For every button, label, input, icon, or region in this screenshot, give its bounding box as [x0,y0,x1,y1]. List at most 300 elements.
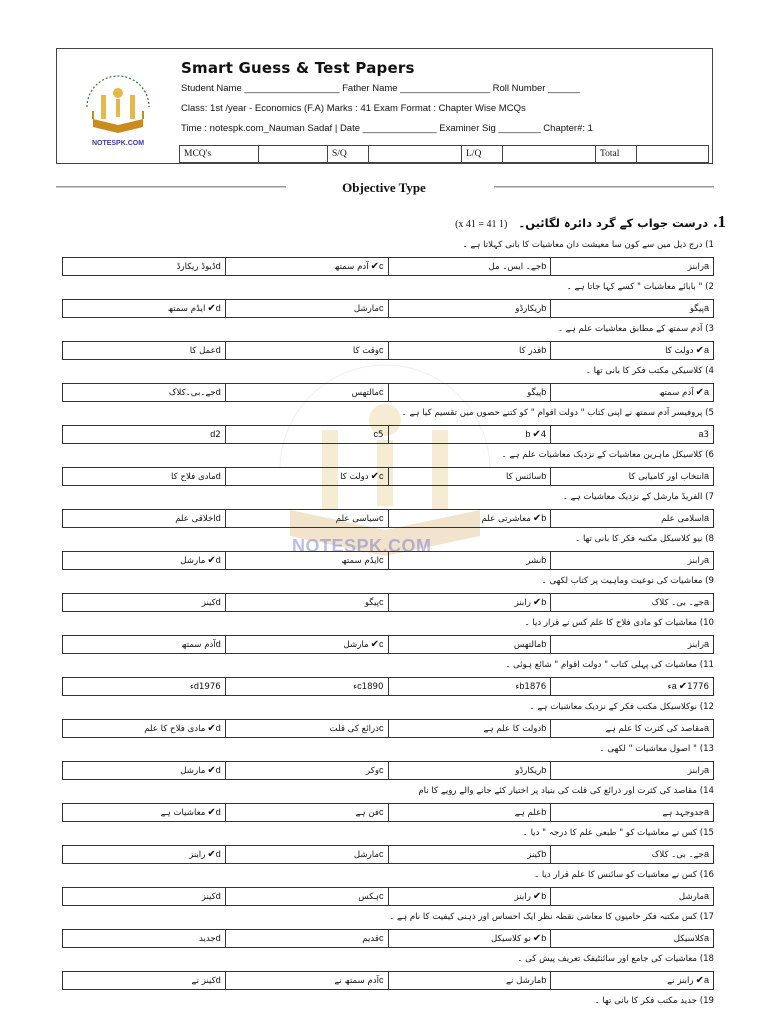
option-a[interactable] [551,762,714,780]
option-b[interactable] [388,510,551,528]
option-d[interactable] [63,846,226,864]
option-letter: c [379,765,384,775]
question-item [62,994,714,1036]
correct-check-icon: ✔ [207,849,216,860]
option-letter: a [703,639,709,649]
option-a[interactable] [551,972,714,990]
option-letter: a [703,849,709,859]
option-text: کلاسیکل [673,934,704,944]
option-letter: d [215,471,221,481]
question-item [62,742,714,784]
question-text: 6) کلاسیکل ماہرین معاشیات کے نزدیک معاشیات علم ہے ۔ [501,450,714,460]
options-row [62,929,714,948]
time-info-line: Time : notespk.com_Nauman Sadaf | Date ______________ Examiner Sig ________ Chapter#: 1 [181,123,593,134]
option-c[interactable] [225,972,388,990]
option-d[interactable] [63,762,226,780]
option-d[interactable] [63,510,226,528]
option-b[interactable] [388,342,551,360]
option-letter: b [541,975,547,985]
option-text: عمل کا [189,346,216,356]
option-text: رابنز نے [667,976,694,986]
option-d[interactable] [63,552,226,570]
option-letter: b [519,681,525,691]
question-text: 9) معاشیات کی نوعیت وماہیت پر کتاب لکھی ۔ [541,576,714,586]
option-d[interactable] [63,972,226,990]
option-text: رابنز [514,892,531,902]
option-c[interactable] [225,594,388,612]
option-b[interactable] [388,930,551,948]
option-text: ایڈم سمتھ [167,304,206,314]
option-text: کینز [527,850,542,860]
option-letter: a [703,891,709,901]
question-item [62,406,714,448]
option-c[interactable] [225,258,388,276]
correct-check-icon: ✔ [695,387,704,398]
options-row [62,551,714,570]
option-d[interactable] [63,300,226,318]
option-letter: a [703,387,709,397]
option-letter: b [541,891,547,901]
option-d[interactable] [63,930,226,948]
option-b[interactable] [388,846,551,864]
option-d[interactable] [63,342,226,360]
option-a[interactable] [551,342,714,360]
option-letter: a [703,807,709,817]
question-text: 12) نوکلاسیکل مکتب فکر کے نزدیک معاشیات ہے ۔ [529,702,714,712]
option-text: جے۔ بی۔ کلاک [651,850,704,860]
option-letter: c [373,429,379,439]
option-a[interactable] [551,258,714,276]
question-item [62,658,714,700]
question-text: 8) نیو کلاسیکل مکتبہ فکر کا بانی تھا ۔ [575,534,714,544]
option-text: قدر کا [519,346,542,356]
options-row [62,341,714,360]
paper-header [56,48,713,164]
option-text: مادی فلاح کا علم [144,724,206,734]
score-label-mcq: MCQ's [180,146,259,163]
question-item [62,616,714,658]
option-text: نشر [526,556,542,566]
option-d[interactable] [63,426,226,444]
option-text: جے۔بی۔کلاک [168,388,216,398]
section-number: 1. [713,212,726,231]
option-c[interactable] [225,930,388,948]
option-a[interactable] [551,594,714,612]
question-text: 18) معاشیات کی جامع اور سائنٹیفک تعریف پیش کی ۔ [517,954,714,964]
option-d[interactable] [63,258,226,276]
question-item [62,364,714,406]
option-text: دولت کا علم ہے [483,724,542,734]
option-letter: d [215,597,221,607]
option-text: ریکارڈو [515,304,542,314]
watermark-site: NOTESPK.COM [292,536,432,556]
option-letter: b [541,933,547,943]
option-text: سائنس کا [506,472,542,482]
option-letter: b [541,345,547,355]
option-text: 1976ء [189,682,221,692]
question-text: 7) الفریڈ مارشل کے نزدیک معاشیات ہے ۔ [562,492,714,502]
option-letter: d [215,513,221,523]
option-c[interactable] [225,762,388,780]
option-b[interactable] [388,552,551,570]
option-c[interactable] [225,468,388,486]
score-box-mcq [259,146,328,163]
option-text: پیگو [527,388,542,398]
option-text: آدم سمتھ [334,262,369,272]
option-text: آدم سمتھ [181,640,216,650]
question-item [62,322,714,364]
option-d[interactable] [63,594,226,612]
option-text: ڈیوڈ ریکارڈ [176,262,216,272]
option-b[interactable] [388,720,551,738]
option-letter: c [379,555,384,565]
option-letter: b [541,261,547,271]
correct-check-icon: ✔ [207,303,216,314]
option-letter: b [541,555,547,565]
option-letter: d [215,723,221,733]
correct-check-icon: ✔ [207,807,216,818]
question-text: 10) معاشیات کو مادی فلاح کا علم کس نے قرار دیا ۔ [524,618,714,628]
options-row [62,383,714,402]
option-d[interactable] [63,888,226,906]
option-text: انتخاب اور کامیابی کا [628,472,704,482]
option-b[interactable] [388,594,551,612]
option-d[interactable] [63,636,226,654]
options-row [62,467,714,486]
option-text: جے۔ ایس۔ مل [488,262,542,272]
option-letter: c [379,345,384,355]
option-letter: d [215,387,221,397]
option-letter: d [215,303,221,313]
question-item [62,238,714,280]
option-a[interactable] [551,720,714,738]
option-text: ریکارڈو [515,766,542,776]
options-row [62,887,714,906]
option-letter: c [379,639,384,649]
option-text: 1776ء [667,682,709,692]
options-row [62,719,714,738]
student-info-line: Student Name __________________ Father Name _________________ Roll Number ______ [181,83,580,94]
options-row [62,635,714,654]
option-text: جدوجہد ہے [662,808,704,818]
question-item [62,532,714,574]
option-text: مالتھس [513,640,542,650]
option-c[interactable] [225,846,388,864]
option-b[interactable] [388,384,551,402]
option-d[interactable] [63,384,226,402]
option-text: جے۔ بی۔ کلاک [651,598,704,608]
score-table [179,145,709,163]
option-text: رابنز [514,598,531,608]
option-b[interactable] [388,300,551,318]
option-letter: a [703,555,709,565]
option-d[interactable] [63,720,226,738]
option-a[interactable] [551,552,714,570]
option-a[interactable] [551,384,714,402]
option-letter: b [541,849,547,859]
class-info-line: Class: 1st /year - Economics (F.A) Marks : 41 Exam Format : Chapter Wise MCQs [181,103,526,114]
correct-check-icon: ✔ [532,429,541,440]
option-text: پیگو [689,304,704,314]
option-text: مارشل [353,304,379,314]
option-c[interactable] [225,720,388,738]
option-text: جدید [199,934,216,944]
option-letter: a [703,261,709,271]
option-text: مالتھس [351,388,379,398]
question-text: 16) کس نے معاشیات کو سائنس کا علم قرار دیا ۔ [534,870,714,880]
option-b[interactable] [388,258,551,276]
option-text: 2 [215,430,221,440]
option-letter: a [703,513,709,523]
option-a[interactable] [551,930,714,948]
option-letter: c [379,807,384,817]
correct-check-icon: ✔ [532,513,542,524]
option-c[interactable] [225,384,388,402]
question-text: 5) پروفیسر آدم سمتھ نے اپنی کتاب " دولت اقوام " کو کتنے حصوں میں تقسیم کیا ہے ۔ [401,408,714,418]
option-b[interactable] [388,888,551,906]
question-text: 13) " اصول معاشیات " لکھی ۔ [599,744,714,754]
option-b[interactable] [388,678,551,696]
option-letter: b [541,513,547,523]
option-a[interactable] [551,300,714,318]
question-item [62,910,714,952]
correct-check-icon: ✔ [207,765,216,776]
option-text: ذرائع کی قلت [329,724,379,734]
score-box-sq [369,146,462,163]
option-letter: a [703,303,709,313]
options-row [62,677,714,696]
paper-title: Smart Guess & Test Papers [181,59,415,77]
option-text: مادی فلاح کا [171,472,216,482]
option-letter: a [703,723,709,733]
option-letter: c [379,933,384,943]
option-letter: a [703,345,709,355]
option-b[interactable] [388,804,551,822]
option-text: رابنز [687,640,704,650]
option-text: رابنز [687,556,704,566]
option-c[interactable] [225,552,388,570]
option-c[interactable] [225,300,388,318]
option-text: ہکس [358,892,379,902]
option-text: کینز [201,598,216,608]
correct-check-icon: ✔ [532,597,542,608]
option-letter: a [703,975,709,985]
section-heading [455,212,726,232]
option-text: سیاسی علم [335,514,379,524]
option-a[interactable] [551,804,714,822]
correct-check-icon: ✔ [695,975,704,986]
score-box-total [637,146,709,163]
option-letter: b [541,807,547,817]
option-letter: a [698,429,704,439]
option-text: آدم سمتھ [659,388,694,398]
option-text: اسلامی علم [661,514,704,524]
option-letter: b [525,429,531,439]
question-item [62,868,714,910]
option-letter: d [215,765,221,775]
option-b[interactable] [388,426,551,444]
question-text: 2) " بابائے معاشیات " کسے کہا جاتا ہے ۔ [566,282,714,292]
option-c[interactable] [225,510,388,528]
option-a[interactable] [551,468,714,486]
section-instruction: درست جواب کے گرد دائرہ لگائیں۔ [518,216,709,230]
option-letter: d [215,639,221,649]
question-text: 4) کلاسیکی مکتب فکر کا بانی تھا ۔ [585,366,714,376]
question-list [62,238,714,1036]
option-c[interactable] [225,636,388,654]
option-text: وکر [366,766,379,776]
option-text: آدم سمتھ نے [334,976,379,986]
option-a[interactable] [551,888,714,906]
option-text: معاشرتی علم [481,514,531,524]
option-letter: c [379,387,384,397]
question-item [62,952,714,994]
option-text: مارشل [180,766,206,776]
options-row [62,509,714,528]
option-text: مارشل [678,892,704,902]
question-text: 1) درج ذیل میں سے کون سا معیشت دان معاشیات کا بانی کہلاتا ہے ۔ [462,240,714,250]
options-row [62,971,714,990]
option-text: معاشیات ہے [160,808,206,818]
option-d[interactable] [63,804,226,822]
option-text: مقاصد کی کثرت کا علم ہے [605,724,704,734]
option-text: نو کلاسیکل [491,934,531,944]
option-letter: a [703,597,709,607]
option-letter: d [215,891,221,901]
question-text: 14) مقاصد کی کثرت اور ذرائع کی قلت کی بنیاد پر اختیار کئے جانے والے رویے کا نام [418,786,714,796]
option-letter: b [541,597,547,607]
option-text: 1890ء [353,682,384,692]
correct-check-icon: ✔ [532,891,542,902]
question-item [62,574,714,616]
option-letter: c [379,849,384,859]
notespk-logo [79,71,157,151]
question-text: 3) آدم سمتھ کے مطابق معاشیات علم ہے ۔ [557,324,714,334]
option-text: رابنز [687,262,704,272]
option-d[interactable] [63,468,226,486]
option-letter: c [379,891,384,901]
option-text: فن ہے [355,808,379,818]
option-c[interactable] [225,426,388,444]
option-b[interactable] [388,468,551,486]
option-b[interactable] [388,762,551,780]
option-text: دولت کا [665,346,694,356]
option-letter: b [541,303,547,313]
correct-check-icon: ✔ [207,723,216,734]
option-text: 3 [703,430,709,440]
option-letter: c [379,723,384,733]
options-row [62,425,714,444]
correct-check-icon: ✔ [370,639,379,650]
svg-text:NOTESPK.COM: NOTESPK.COM [91,140,145,147]
option-text: دولت کا [340,472,369,482]
option-letter: c [379,261,384,271]
option-d[interactable] [63,678,226,696]
question-text: 15) کس نے معاشیات کو " طبعی علم کا درجہ " دیا ۔ [522,828,714,838]
option-text: کینز نے [191,976,216,986]
score-label-lq: L/Q [462,146,503,163]
objective-type-heading: Objective Type [342,180,426,195]
option-text: مارشل [353,850,379,860]
option-letter: d [215,807,221,817]
options-row [62,593,714,612]
option-letter: c [379,597,384,607]
options-row [62,845,714,864]
option-text: 4 [540,430,547,440]
option-a[interactable] [551,510,714,528]
option-letter: d [215,975,221,985]
option-text: رابنز [687,766,704,776]
correct-check-icon: ✔ [532,933,542,944]
correct-check-icon: ✔ [695,345,704,356]
question-text: 17) کس مکتبہ فکر حامیوں کا معاشی نقطہ نظر ایک احساس اور ذہنی کیفیت کا نام ہے ۔ [389,912,714,922]
option-a[interactable] [551,636,714,654]
question-item [62,490,714,532]
option-text: مارشل [343,640,369,650]
correct-check-icon: ✔ [207,555,216,566]
option-letter: d [215,555,221,565]
question-text: 19) جدید مکتب فکر کا بانی تھا ۔ [594,996,714,1006]
option-a[interactable] [551,678,714,696]
score-label-total: Total [596,146,637,163]
option-c[interactable] [225,804,388,822]
correct-check-icon: ✔ [370,261,379,272]
score-label-sq: S/Q [328,146,369,163]
option-text: وقت کا [352,346,379,356]
question-item [62,448,714,490]
option-letter: b [541,387,547,397]
option-c[interactable] [225,678,388,696]
option-text: ایڈم سمتھ [341,556,379,566]
options-row [62,803,714,822]
option-letter: b [541,765,547,775]
option-b[interactable] [388,636,551,654]
option-letter: d [215,849,221,859]
correct-check-icon: ✔ [678,681,688,692]
option-text: مارشل نے [505,976,542,986]
option-a[interactable] [551,426,714,444]
option-letter: d [193,681,199,691]
option-letter: a [703,765,709,775]
option-text: قدیم [362,934,379,944]
option-c[interactable] [225,888,388,906]
option-a[interactable] [551,846,714,864]
options-row [62,761,714,780]
option-letter: d [215,933,221,943]
option-letter: d [215,261,221,271]
option-letter: c [379,513,384,523]
option-text: رابنز [189,850,206,860]
option-letter: c [379,471,384,481]
option-letter: c [379,303,384,313]
option-letter: b [541,639,547,649]
option-text: کینز [201,892,216,902]
score-box-lq [503,146,596,163]
option-text: 1876ء [515,682,547,692]
option-letter: c [357,681,362,691]
question-item [62,784,714,826]
correct-check-icon: ✔ [370,471,379,482]
section-marks: (1 x 41 = 41) [455,219,508,230]
option-letter: d [210,429,216,439]
option-text: مارشل [180,556,206,566]
option-b[interactable] [388,972,551,990]
option-letter: a [671,681,677,691]
option-c[interactable] [225,342,388,360]
option-text: علم ہے [514,808,542,818]
option-letter: b [541,723,547,733]
option-text: اخلاقی علم [175,514,216,524]
